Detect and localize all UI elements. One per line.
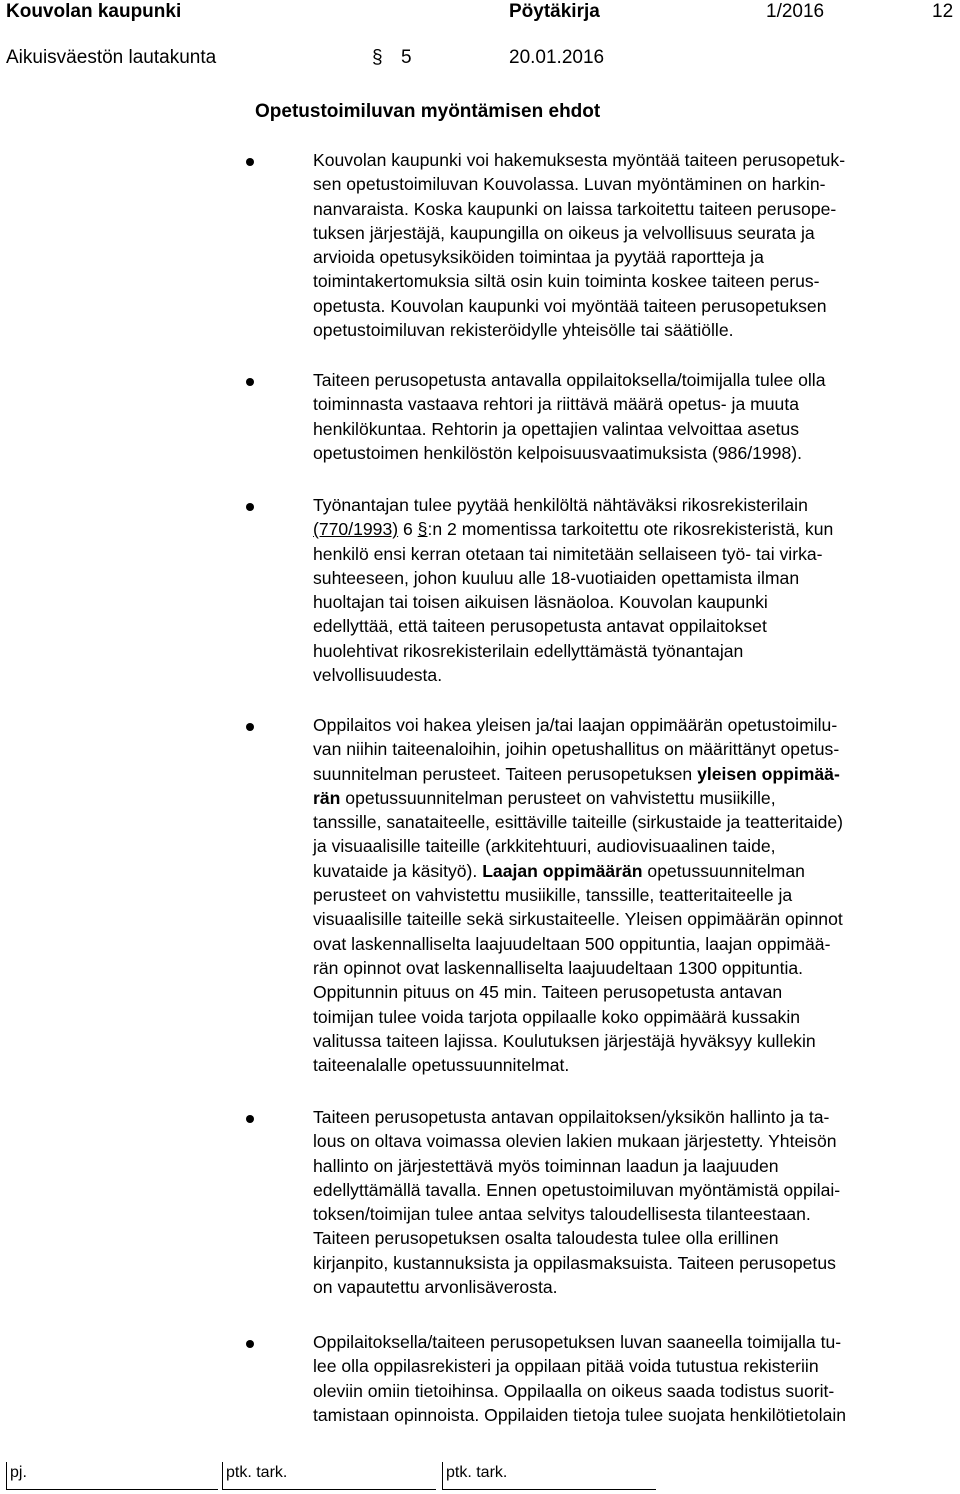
- text-run: tuksen järjestäjä, kaupungilla on oikeus ja velvollisuus seurata ja: [313, 222, 815, 243]
- text-run: huolehtivat rikosrekisterilain edellyttämästä työnantajan: [313, 640, 744, 661]
- bullet-marker: [246, 723, 254, 731]
- paragraph-line: [313, 980, 960, 1004]
- bold-term: rän: [313, 787, 341, 808]
- text-run: lee olla oppilasrekisteri ja oppilaan pitää voida tutustua rekisteriin: [313, 1356, 819, 1377]
- section-sign-icon: §: [372, 47, 383, 68]
- footer-label-chair: pj.: [10, 1464, 27, 1481]
- text-run: Työnantajan tulee pyytää henkilöltä nähtäväksi rikosrekisterilain: [313, 495, 808, 515]
- bullet-marker: [246, 1340, 254, 1348]
- header-section-number: 5: [401, 47, 412, 68]
- paragraph-line: [313, 1202, 960, 1226]
- paragraph-line: [313, 1354, 960, 1378]
- text-run: Taiteen perusopetusta antavan oppilaitoksen/yksikön hallinto ja ta-: [313, 1107, 830, 1127]
- text-run: valitussa taiteen lajissa. Koulutuksen järjestäjä hyväksyy kullekin: [313, 1030, 816, 1051]
- text-run: arvioida opetusyksiköiden toimintaa ja pyytää raportteja ja: [313, 247, 764, 268]
- paragraph-line: [313, 368, 960, 392]
- text-run: opetussuunnitelman perusteet on vahvistettu musiikille,: [340, 787, 776, 808]
- text-run: henkilökuntaa. Rehtorin ja opettajien valintaa velvoittaa asetus: [313, 418, 800, 439]
- bullet-paragraph: [313, 148, 960, 342]
- text-run: huoltajan tai toisen aikuisen läsnäoloa. Kouvolan kaupunki: [313, 592, 768, 613]
- text-run: van niihin taiteenaloihin, joihin opetushallitus on määrittänyt opetus-: [313, 739, 840, 760]
- bold-term: Laajan oppimäärän: [482, 860, 643, 881]
- paragraph-line: [313, 269, 960, 293]
- signature-footer: [0, 1462, 960, 1494]
- text-run: ja visuaalisille taiteille (arkkitehtuuri, audiovisuaalinen taide,: [313, 836, 776, 857]
- paragraph-line: [313, 417, 960, 441]
- text-run: toimijan tulee voida tarjota oppilaalle koko oppimäärä kussakin: [313, 1006, 801, 1027]
- paragraph-line: [313, 566, 960, 590]
- paragraph-line: [313, 590, 960, 614]
- bullet-paragraph: [313, 493, 960, 687]
- bullet-paragraph: [313, 368, 960, 465]
- legal-reference: §: [417, 519, 428, 540]
- bullet-marker: [246, 158, 254, 166]
- text-run: rän opinnot ovat laskennalliselta laajuudeltaan 1300 oppituntia.: [313, 957, 804, 978]
- text-run: ovat laskennalliselta laajuudeltaan 500 oppituntia, laajan oppimää-: [313, 933, 831, 954]
- text-run: edellyttämällä tavalla. Ennen opetustoimiluvan myöntämistä oppilai-: [313, 1179, 841, 1200]
- text-run: Kouvolan kaupunki voi hakemuksesta myöntää taiteen perusopetuk-: [313, 150, 846, 170]
- paragraph-line: [313, 1154, 960, 1178]
- text-run: opetustoimen henkilöstön kelpoisuusvaatimuksista (986/1998).: [313, 442, 802, 463]
- text-run: suhteeseen, johon kuuluu alle 18-vuotiaiden opettamista ilman: [313, 567, 800, 588]
- text-run: Taiteen perusopetusta antavalla oppilaitoksella/toimijalla tulee olla: [313, 370, 826, 390]
- text-run: toksen/toimijan tulee antaa selvitys taloudellisesta tilanteestaan.: [313, 1204, 811, 1225]
- paragraph-line: [313, 172, 960, 196]
- footer-field-verifier-2: [442, 1462, 656, 1490]
- legal-reference: (770/1993): [313, 519, 399, 540]
- paragraph-line: [313, 663, 960, 687]
- header-committee: Aikuisväestön lautakunta: [6, 47, 217, 68]
- header-page-number: 12: [932, 1, 954, 22]
- paragraph-line: [313, 907, 960, 931]
- text-run: hallinto on järjestettävä myös toiminnan laadun ja laajuuden: [313, 1155, 779, 1176]
- paragraph-line: [313, 493, 960, 517]
- text-run: taiteenalalle opetussuunnitelmat.: [313, 1055, 570, 1076]
- text-run: Oppilaitos voi hakea yleisen ja/tai laajan oppimäärän opetustoimilu-: [313, 715, 838, 735]
- paragraph-line: [313, 932, 960, 956]
- text-run: tanssille, sanataiteelle, esittäville taiteille (sirkustaide ja teatteritaide): [313, 812, 844, 833]
- paragraph-line: [313, 1178, 960, 1202]
- paragraph-line: [313, 1105, 960, 1129]
- paragraph-line: [313, 1053, 960, 1077]
- bullet-marker: [246, 1115, 254, 1123]
- paragraph-line: [313, 1251, 960, 1275]
- text-run: toimintakertomuksia siltä osin kuin toiminta koskee taiteen perus-: [313, 271, 820, 292]
- text-run: henkilö ensi kerran otetaan tai nimitetään sellaiseen työ- tai virka-: [313, 543, 823, 564]
- paragraph-line: [313, 1379, 960, 1403]
- bullet-paragraph: [313, 1105, 960, 1299]
- text-run: Oppitunnin pituus on 45 min. Taiteen perusopetusta antavan: [313, 982, 783, 1003]
- text-run: Oppilaitoksella/taiteen perusopetuksen luvan saaneella toimijalla tu-: [313, 1332, 842, 1352]
- text-run: edellyttää, että taiteen perusopetusta antavat oppilaitokset: [313, 616, 767, 637]
- text-run: kirjanpito, kustannuksista ja oppilasmaksuista. Taiteen perusopetus: [313, 1252, 836, 1273]
- text-run: perusteet on vahvistettu musiikille, tanssille, teatteritaiteelle ja: [313, 885, 793, 906]
- paragraph-line: [313, 1226, 960, 1250]
- footer-label-verifier-1: ptk. tark.: [226, 1464, 288, 1481]
- paragraph-line: [313, 786, 960, 810]
- header-doc-type: Pöytäkirja: [509, 1, 600, 22]
- footer-field-chair: [6, 1462, 218, 1490]
- section-title: Opetustoimiluvan myöntämisen ehdot: [255, 101, 601, 122]
- bullet-marker: [246, 378, 254, 386]
- paragraph-line: [313, 956, 960, 980]
- paragraph-line: [313, 148, 960, 172]
- bullet-paragraph: [313, 1330, 960, 1427]
- paragraph-line: [313, 1029, 960, 1053]
- bullet-paragraph: [313, 713, 960, 1077]
- paragraph-line: [313, 1129, 960, 1153]
- bold-term: yleisen oppimää-: [697, 763, 840, 784]
- text-run: tamistaan opinnoista. Oppilaiden tietoja tulee suojata henkilötietolain: [313, 1404, 847, 1425]
- text-run: opetusta. Kouvolan kaupunki voi myöntää taiteen perusopetuksen: [313, 295, 827, 316]
- text-run: visuaalisille taiteille sekä sirkustaiteelle. Yleisen oppimäärän opinnot: [313, 909, 843, 930]
- header-doc-number: 1/2016: [766, 1, 825, 22]
- bullet-marker: [246, 503, 254, 511]
- text-run: sen opetustoimiluvan Kouvolassa. Luvan myöntäminen on harkin-: [313, 174, 826, 195]
- paragraph-line: [313, 221, 960, 245]
- paragraph-line: [313, 639, 960, 663]
- paragraph-line: [313, 1330, 960, 1354]
- paragraph-line: [313, 762, 960, 786]
- text-run: lous on oltava voimassa olevien lakien mukaan järjestetty. Yhteisön: [313, 1131, 837, 1152]
- text-run: opetustoimiluvan rekisteröidylle yhteisölle tai säätiölle.: [313, 320, 734, 341]
- paragraph-line: [313, 318, 960, 342]
- text-run: 6: [398, 519, 418, 540]
- paragraph-line: [313, 197, 960, 221]
- paragraph-line: [313, 859, 960, 883]
- paragraph-line: [313, 542, 960, 566]
- paragraph-line: [313, 441, 960, 465]
- paragraph-line: [313, 392, 960, 416]
- paragraph-line: [313, 883, 960, 907]
- text-run: suunnitelman perusteet. Taiteen perusopetuksen: [313, 763, 698, 784]
- header-organization: Kouvolan kaupunki: [6, 1, 182, 22]
- text-run: nanvaraista. Koska kaupunki on laissa tarkoitettu taiteen perusope-: [313, 198, 837, 219]
- paragraph-line: [313, 834, 960, 858]
- paragraph-line: [313, 737, 960, 761]
- paragraph-line: [313, 614, 960, 638]
- text-run: Taiteen perusopetuksen osalta taloudesta tulee olla erillinen: [313, 1228, 779, 1249]
- paragraph-line: [313, 245, 960, 269]
- paragraph-line: [313, 713, 960, 737]
- text-run: toiminnasta vastaava rehtori ja riittävä määrä opetus- ja muuta: [313, 394, 800, 415]
- text-run: velvollisuudesta.: [313, 665, 443, 686]
- paragraph-line: [313, 810, 960, 834]
- text-run: :n 2 momentissa tarkoitettu ote rikosrekisteristä, kun: [427, 519, 834, 540]
- paragraph-line: [313, 1275, 960, 1299]
- paragraph-line: [313, 517, 960, 541]
- text-run: opetussuunnitelman: [642, 860, 805, 881]
- text-run: on vapautettu arvonlisäverosta.: [313, 1277, 558, 1298]
- text-run: oleviin omiin tietoihinsa. Oppilaalla on oikeus saada todistus suorit-: [313, 1380, 835, 1401]
- header-date: 20.01.2016: [509, 47, 605, 68]
- paragraph-line: [313, 294, 960, 318]
- paragraph-line: [313, 1005, 960, 1029]
- footer-field-verifier-1: [222, 1462, 436, 1490]
- paragraph-line: [313, 1403, 960, 1427]
- text-run: kuvataide ja käsityö).: [313, 860, 483, 881]
- footer-label-verifier-2: ptk. tark.: [446, 1464, 508, 1481]
